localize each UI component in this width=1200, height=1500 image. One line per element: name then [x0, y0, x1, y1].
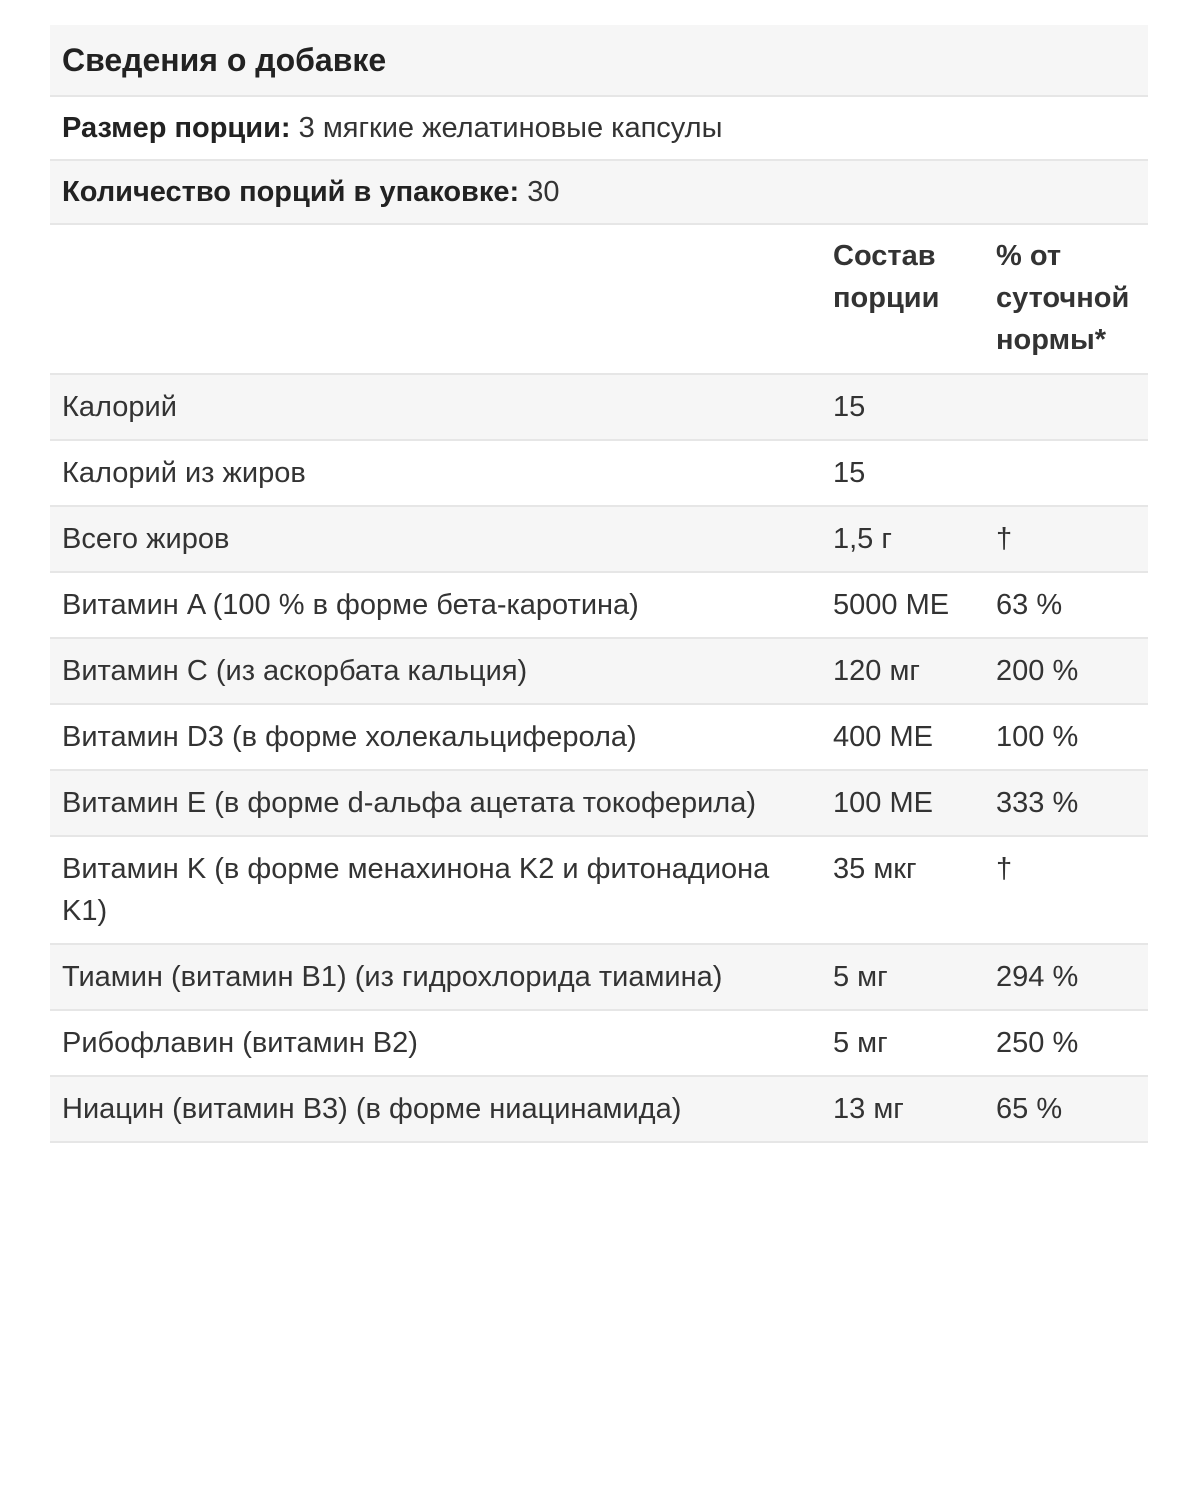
table-row: [50, 375, 1148, 441]
table-title: Сведения о добавке: [62, 42, 387, 78]
column-header-row: [50, 225, 1148, 375]
nutrient-amount: 35 мкг: [833, 853, 917, 885]
nutrient-name: Калорий: [62, 391, 177, 423]
name-column-header: [50, 235, 820, 373]
table-row: [50, 837, 1148, 945]
table-row: [50, 1077, 1148, 1143]
nutrient-name: Витамин C (из аскорбата кальция): [62, 655, 528, 687]
serving-size-value: 3 мягкие желатиновые капсулы: [298, 112, 723, 144]
nutrient-rows: [50, 375, 1148, 1143]
table-row: [50, 771, 1148, 837]
nutrient-amount: 5 мг: [833, 961, 888, 993]
nutrient-daily-value: 200 %: [996, 655, 1079, 687]
table-row: [50, 1011, 1148, 1077]
nutrient-amount: 13 мг: [833, 1093, 904, 1125]
nutrient-daily-value: 333 %: [996, 787, 1079, 819]
nutrient-daily-value: [984, 386, 1148, 428]
nutrient-daily-value: 63 %: [996, 589, 1063, 621]
amount-column-header: Состав порции: [833, 240, 940, 314]
nutrient-daily-value: 294 %: [996, 961, 1079, 993]
serving-size-row: [50, 97, 1148, 161]
table-row: [50, 639, 1148, 705]
nutrient-amount: 5000 МЕ: [833, 589, 950, 621]
nutrient-name: Всего жиров: [62, 523, 230, 555]
nutrient-daily-value: [984, 452, 1148, 494]
nutrient-daily-value: †: [996, 523, 1013, 555]
nutrient-name: Рибофлавин (витамин B2): [62, 1027, 418, 1059]
nutrient-amount: 5 мг: [833, 1027, 888, 1059]
table-row: [50, 441, 1148, 507]
nutrient-amount: 100 МЕ: [833, 787, 933, 819]
nutrient-name: Калорий из жиров: [62, 457, 306, 489]
table-row: [50, 705, 1148, 771]
table-title-row: [50, 25, 1148, 97]
nutrient-name: Ниацин (витамин B3) (в форме ниацинамида): [62, 1093, 682, 1125]
nutrient-name: Витамин A (100 % в форме бета-каротина): [62, 589, 639, 621]
nutrient-daily-value: 65 %: [996, 1093, 1063, 1125]
servings-per-container-value: 30: [527, 176, 560, 208]
nutrient-name: Витамин D3 (в форме холекальциферола): [62, 721, 637, 753]
nutrient-daily-value: †: [996, 853, 1013, 885]
serving-size-label: Размер порции:: [62, 112, 291, 144]
nutrient-name: Тиамин (витамин B1) (из гидрохлорида тиамина): [62, 961, 723, 993]
table-row: [50, 945, 1148, 1011]
nutrient-amount: 15: [833, 457, 866, 489]
daily-value-column-header: % от суточной нормы*: [996, 240, 1130, 356]
table-row: [50, 507, 1148, 573]
nutrient-name: Витамин K (в форме менахинона K2 и фитонадиона K1): [62, 853, 770, 927]
nutrient-amount: 400 МЕ: [833, 721, 933, 753]
table-row: [50, 573, 1148, 639]
nutrient-amount: 120 мг: [833, 655, 920, 687]
nutrient-amount: 1,5 г: [833, 523, 892, 555]
supplement-facts-table: [50, 25, 1148, 1143]
servings-per-container-row: [50, 161, 1148, 225]
nutrient-daily-value: 100 %: [996, 721, 1079, 753]
nutrient-amount: 15: [833, 391, 866, 423]
nutrient-name: Витамин E (в форме d-альфа ацетата токоферила): [62, 787, 757, 819]
nutrient-daily-value: 250 %: [996, 1027, 1079, 1059]
servings-per-container-label: Количество порций в упаковке:: [62, 176, 520, 208]
